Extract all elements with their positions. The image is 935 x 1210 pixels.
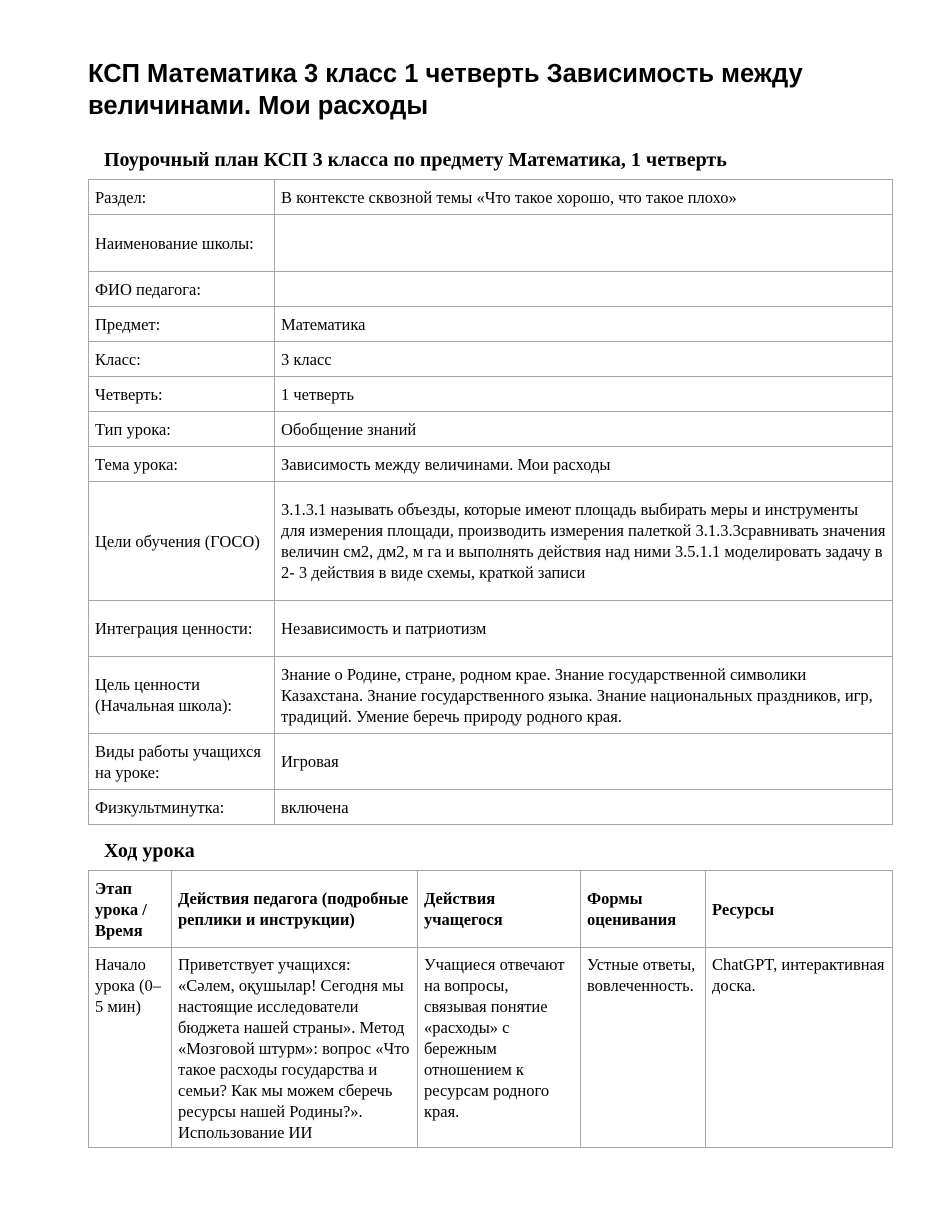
table-row	[89, 215, 893, 272]
row-key: Раздел:	[89, 180, 275, 215]
table-row	[89, 482, 893, 601]
row-key: Тема урока:	[89, 447, 275, 482]
row-value: 3.1.3.1 называть объезды, которые имеют площадь выбирать меры и инструменты для измерения площади, производить измерения палеткой 3.1.3.3сравнивать значения величин см2, дм2, м га и выполнять действия над ними 3.5.1.1 моделировать задачу в 2- 3 действия в виде схемы, краткой записи	[275, 482, 893, 601]
lesson-flow-table	[88, 870, 893, 1148]
row-value: Независимость и патриотизм	[275, 601, 893, 657]
row-key: Четверть:	[89, 377, 275, 412]
plan-heading: Поурочный план КСП 3 класса по предмету Математика, 1 четверть	[104, 149, 727, 171]
cell-resources: ChatGPT, интерактивная доска.	[706, 948, 893, 1148]
row-value: 3 класс	[275, 342, 893, 377]
row-value: Зависимость между величинами. Мои расходы	[275, 447, 893, 482]
cell-stage: Начало урока (0–5 мин)	[89, 948, 172, 1148]
row-value: 1 четверть	[275, 377, 893, 412]
row-key: Класс:	[89, 342, 275, 377]
column-header-resources: Ресурсы	[706, 871, 893, 948]
table-row	[89, 272, 893, 307]
table-row	[89, 377, 893, 412]
row-value: Обобщение знаний	[275, 412, 893, 447]
table-row	[89, 601, 893, 657]
table-row	[89, 948, 893, 1148]
table-row	[89, 447, 893, 482]
lesson-plan-table	[88, 179, 893, 825]
row-key: Интеграция ценности:	[89, 601, 275, 657]
row-value: В контексте сквозной темы «Что такое хорошо, что такое плохо»	[275, 180, 893, 215]
table-row	[89, 790, 893, 825]
document-title: КСП Математика 3 класс 1 четверть Зависимость между величинами. Мои расходы	[88, 60, 803, 120]
row-key: Предмет:	[89, 307, 275, 342]
cell-student-actions: Учащиеся отвечают на вопросы, связывая понятие «расходы» с бережным отношением к ресурсам родного края.	[418, 948, 581, 1148]
row-value: Знание о Родине, стране, родном крае. Знание государственной символики Казахстана. Знание государственного языка. Знание национальных праздников, игр, традиций. Умение беречь природу родного края.	[275, 657, 893, 734]
row-key: Виды работы учащихся на уроке:	[89, 734, 275, 790]
row-value: Математика	[275, 307, 893, 342]
table-row	[89, 734, 893, 790]
cell-assessment: Устные ответы, вовлеченность.	[581, 948, 706, 1148]
column-header-stage: Этап урока / Время	[89, 871, 172, 948]
row-value	[275, 215, 893, 272]
table-header-row	[89, 871, 893, 948]
table-row	[89, 657, 893, 734]
lesson-heading: Ход урока	[104, 840, 195, 862]
row-key: Цели обучения (ГОСО)	[89, 482, 275, 601]
row-key: ФИО педагога:	[89, 272, 275, 307]
row-value: включена	[275, 790, 893, 825]
row-key: Тип урока:	[89, 412, 275, 447]
table-row	[89, 180, 893, 215]
row-key: Цель ценности (Начальная школа):	[89, 657, 275, 734]
row-value: Игровая	[275, 734, 893, 790]
table-row	[89, 307, 893, 342]
column-header-teacher-actions: Действия педагога (подробные реплики и инструкции)	[172, 871, 418, 948]
table-row	[89, 412, 893, 447]
table-row	[89, 342, 893, 377]
row-value	[275, 272, 893, 307]
row-key: Физкультминутка:	[89, 790, 275, 825]
column-header-student-actions: Действия учащегося	[418, 871, 581, 948]
column-header-assessment: Формы оценивания	[581, 871, 706, 948]
cell-teacher-actions: Приветствует учащихся: «Сәлем, оқушылар! Сегодня мы настоящие исследователи бюджета нашей страны». Метод «Мозговой штурм»: вопрос «Что такое расходы государства и семьи? Как мы можем сберечь ресурсы нашей Родины?». Использование ИИ	[172, 948, 418, 1148]
row-key: Наименование школы:	[89, 215, 275, 272]
